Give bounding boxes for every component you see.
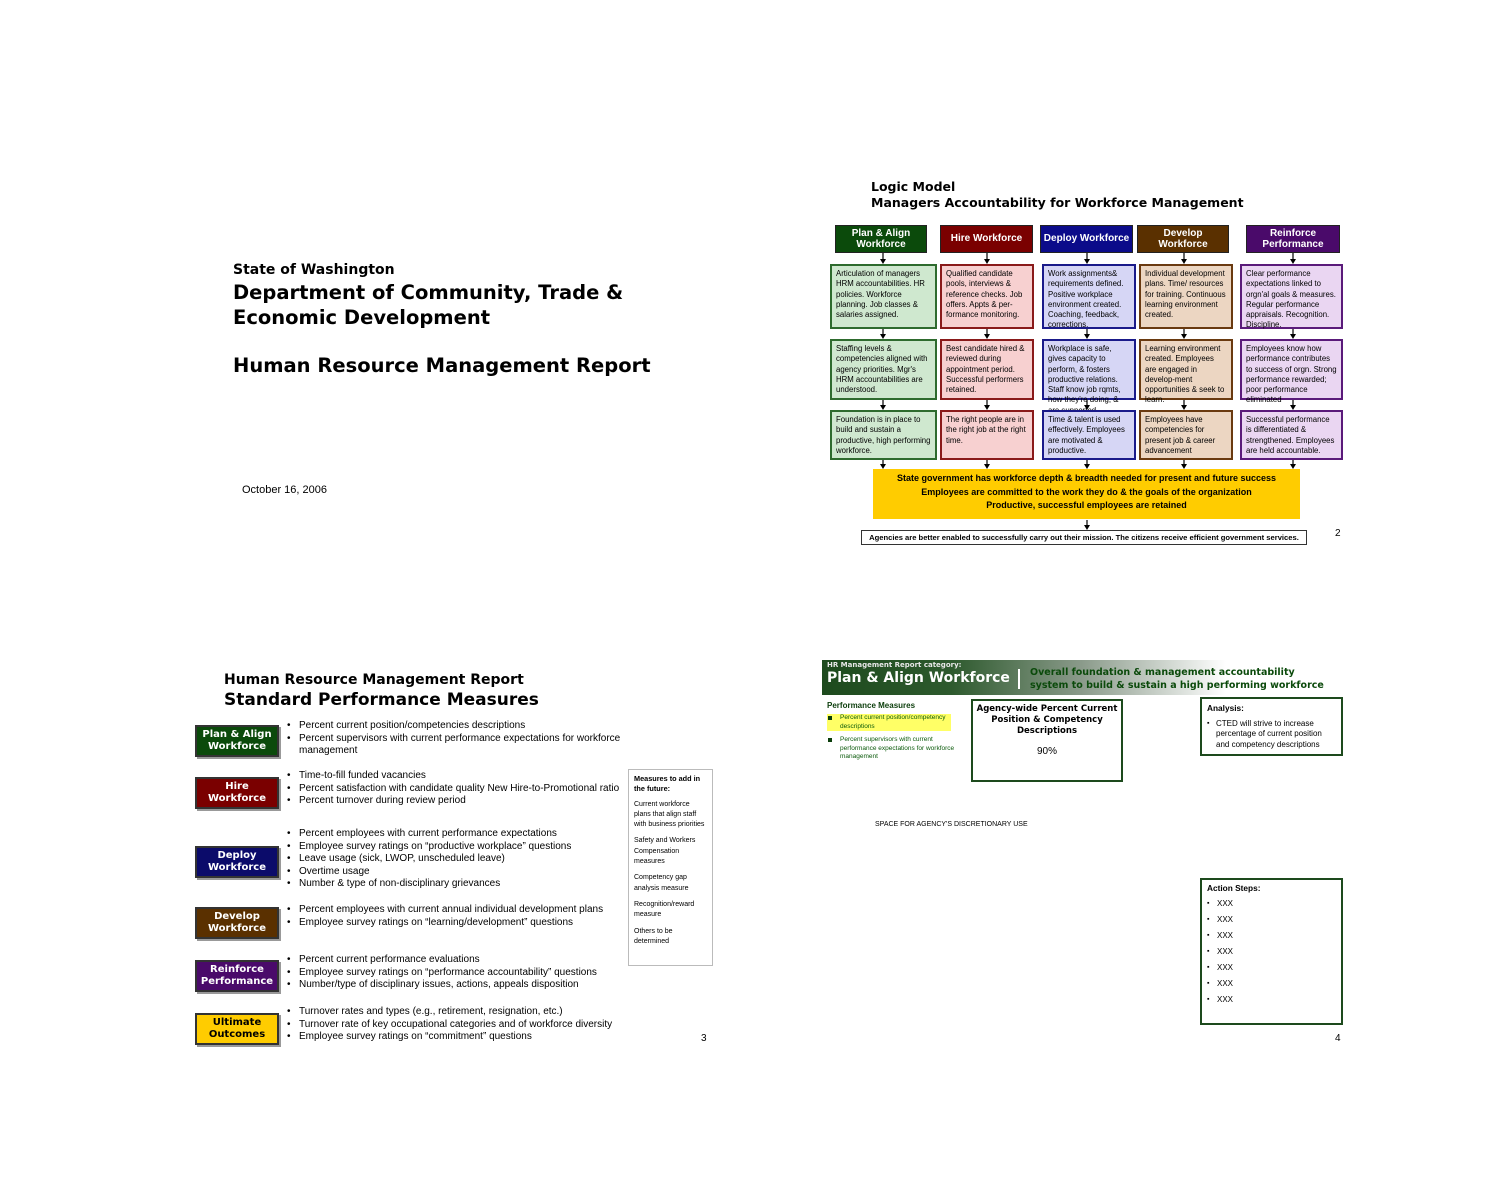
page-number: 3 bbox=[701, 1033, 707, 1044]
measure-list bbox=[287, 1006, 627, 1044]
category-badge: Deploy Workforce bbox=[195, 846, 279, 878]
performance-measure-item bbox=[827, 736, 967, 762]
measure-item: • Time-to-fill funded vacancies bbox=[287, 770, 627, 783]
logic-model-column-header: Hire Workforce bbox=[940, 225, 1033, 253]
measures-title: Human Resource Management Report bbox=[224, 672, 524, 688]
measure-item: • Percent employees with current performance expectations bbox=[287, 828, 627, 841]
logic-model-cell: Work assignments& requirements defined. Positive workplace environment created. Coaching, feedback, corrections. bbox=[1042, 264, 1136, 329]
measure-item: • Percent supervisors with current performance expectations for workforce management bbox=[287, 733, 627, 758]
analysis-item: ▪ CTED will strive to increase percentage of current position and competency descriptions bbox=[1207, 719, 1336, 751]
department-name bbox=[233, 280, 663, 330]
measure-item: • Percent turnover during review period bbox=[287, 795, 627, 808]
square-bullet-icon bbox=[828, 738, 832, 742]
logic-model-column-header: Deploy Workforce bbox=[1040, 225, 1133, 253]
measure-list bbox=[287, 720, 627, 758]
action-steps-heading: Action Steps: bbox=[1207, 883, 1261, 893]
logic-model-outcomes bbox=[873, 469, 1300, 519]
department-line-1: Department of Community, Trade & bbox=[233, 281, 624, 304]
action-step-item: ▪ XXX bbox=[1207, 978, 1336, 994]
department-line-2: Economic Development bbox=[233, 306, 491, 329]
performance-measure-text: Percent supervisors with current performance expectations for workforce management bbox=[840, 736, 955, 761]
future-measures-heading: Measures to add in the future: bbox=[634, 774, 701, 794]
logic-model-title-1: Logic Model bbox=[871, 179, 956, 194]
measure-item: • Employee survey ratings on “commitment” questions bbox=[287, 1031, 627, 1044]
category-description-line: system to build & sustain a high performing workforce bbox=[1030, 680, 1324, 691]
logic-model-title-2: Managers Accountability for Workforce Management bbox=[871, 195, 1244, 210]
logic-model-column-header: Plan & Align Workforce bbox=[835, 225, 927, 253]
page-number: 4 bbox=[1335, 1033, 1341, 1044]
metric-value: 90% bbox=[1036, 746, 1057, 757]
measure-item: • Employee survey ratings on “performance accountability” questions bbox=[287, 967, 627, 980]
action-step-item: ▪ XXX bbox=[1207, 994, 1336, 1010]
action-step-item: ▪ XXX bbox=[1207, 962, 1336, 978]
logic-model-final-outcome: Agencies are better enabled to successfully carry out their mission. The citizens receive efficient government services. bbox=[861, 530, 1307, 545]
measure-item: • Percent current position/competencies descriptions bbox=[287, 720, 627, 733]
analysis-box bbox=[1200, 697, 1343, 756]
category-badge: Plan & Align Workforce bbox=[195, 725, 279, 757]
future-measure-item: Competency gap analysis measure bbox=[634, 874, 689, 892]
measure-item: • Turnover rates and types (e.g., retirement, resignation, etc.) bbox=[287, 1006, 627, 1019]
measure-item: • Turnover rate of key occupational categories and of workforce diversity bbox=[287, 1019, 627, 1032]
action-step-item: ▪ XXX bbox=[1207, 946, 1336, 962]
outcome-line: Employees are committed to the work they do & the goals of the organization bbox=[921, 486, 1252, 497]
future-measure-item: Safety and Workers Compensation measures bbox=[634, 837, 696, 866]
logic-model-column-header: Develop Workforce bbox=[1137, 225, 1229, 253]
measure-item: • Percent current performance evaluations bbox=[287, 954, 627, 967]
action-step-item: ▪ XXX bbox=[1207, 914, 1336, 930]
measure-item: • Leave usage (sick, LWOP, unscheduled leave) bbox=[287, 853, 627, 866]
measure-item: • Number/type of disciplinary issues, actions, appeals disposition bbox=[287, 979, 627, 992]
category-description-line: Overall foundation & management accountability bbox=[1030, 667, 1295, 678]
measure-list bbox=[287, 954, 627, 992]
measure-item: • Percent satisfaction with candidate quality New Hire-to-Promotional ratio bbox=[287, 783, 627, 796]
future-measure-item: Others to be determined bbox=[634, 927, 673, 945]
logic-model-cell: Successful performance is differentiated & strengthened. Employees are held accountable. bbox=[1240, 410, 1343, 460]
discretionary-space-label: SPACE FOR AGENCY'S DISCRETIONARY USE bbox=[875, 821, 1028, 828]
analysis-heading: Analysis: bbox=[1207, 703, 1244, 713]
category-badge: Reinforce Performance bbox=[195, 960, 279, 992]
action-step-item: ▪ XXX bbox=[1207, 898, 1336, 914]
logic-model-cell: Employees have competencies for present job & career advancement bbox=[1139, 410, 1233, 460]
measure-item: • Employee survey ratings on “learning/development” questions bbox=[287, 917, 627, 930]
measure-list bbox=[287, 904, 627, 929]
performance-measures-heading: Performance Measures bbox=[827, 701, 916, 710]
performance-measure-item bbox=[827, 714, 951, 731]
future-measure-item: Current workforce plans that align staff with business priorities bbox=[634, 800, 705, 829]
measure-item: • Number & type of non-disciplinary grievances bbox=[287, 878, 627, 891]
square-bullet-icon bbox=[828, 716, 832, 720]
logic-model-cell: Individual development plans. Time/ resources for training. Continuous learning environment created. bbox=[1139, 264, 1233, 329]
logic-model-cell: The right people are in the right job at the right time. bbox=[940, 410, 1034, 460]
logic-model-cell: Staffing levels & competencies aligned with agency priorities. Mgr's HRM accountabilities are understood. bbox=[830, 339, 937, 400]
logic-model-cell: Articulation of managers HRM accountabilities. HR policies. Workforce planning. Job classes & salaries assigned. bbox=[830, 264, 937, 329]
measure-item: • Overtime usage bbox=[287, 866, 627, 879]
page-number: 2 bbox=[1335, 528, 1341, 539]
logic-model-cell: Time & talent is used effectively. Employees are motivated & productive. bbox=[1042, 410, 1136, 460]
logic-model-cell: Foundation is in place to build and sustain a productive, high performing workforce. bbox=[830, 410, 937, 460]
action-steps-box bbox=[1200, 878, 1343, 1025]
logic-model-cell: Workplace is safe, gives capacity to perform, & fosters productive relations. Staff know job rqmts, how they're doing, & bbox=[1042, 339, 1136, 400]
logic-model-cell: Employees know how performance contributes to success of orgn. Strong performance rewarded; poor performance eliminated bbox=[1240, 339, 1343, 400]
outcome-line: Productive, successful employees are retained bbox=[986, 500, 1187, 510]
category-badge: Hire Workforce bbox=[195, 777, 279, 809]
logic-model-cell: Clear performance expectations linked to orgn'al goals & measures. Regular performance appraisals. Recognition. Discipline. bbox=[1240, 264, 1343, 329]
org-state: State of Washington bbox=[233, 262, 395, 278]
logic-model-cell: Learning environment created. Employees are engaged in develop-ment opportunities & seek to learn. bbox=[1139, 339, 1233, 400]
report-date: October 16, 2006 bbox=[242, 484, 328, 496]
logic-model-column-header: Reinforce Performance bbox=[1246, 225, 1340, 253]
measures-subtitle: Standard Performance Measures bbox=[224, 690, 539, 710]
measure-list bbox=[287, 770, 627, 808]
category-description bbox=[1030, 666, 1324, 692]
logic-model-cell: Best candidate hired & reviewed during appointment period. Successful performers retained. bbox=[940, 339, 1034, 400]
report-title: Human Resource Management Report bbox=[233, 354, 651, 377]
measure-item: • Employee survey ratings on “productive workplace” questions bbox=[287, 841, 627, 854]
banner-divider bbox=[1018, 669, 1020, 689]
logic-model-title bbox=[871, 179, 1244, 211]
measure-item: • Percent employees with current annual individual development plans bbox=[287, 904, 627, 917]
action-step-item: ▪ XXX bbox=[1207, 930, 1336, 946]
measure-list bbox=[287, 828, 627, 891]
performance-measure-text: Percent current position/competency descriptions bbox=[840, 714, 946, 730]
category-badge: Develop Workforce bbox=[195, 907, 279, 939]
future-measure-item: Recognition/reward measure bbox=[634, 900, 695, 919]
metric-box bbox=[971, 699, 1123, 782]
category-badge: Ultimate Outcomes bbox=[195, 1013, 279, 1045]
logic-model-cell: Qualified candidate pools, interviews & reference checks. Job offers. Appts & per-formance monitoring. bbox=[940, 264, 1034, 329]
future-measures-box bbox=[628, 769, 713, 966]
outcome-line: State government has workforce depth & breadth needed for present and future success bbox=[896, 473, 1277, 483]
metric-title: Agency-wide Percent Current Position & Competency Descriptions bbox=[976, 704, 1118, 736]
category-name: Plan & Align Workforce bbox=[827, 670, 1010, 686]
category-label: HR Management Report category: bbox=[827, 661, 962, 669]
